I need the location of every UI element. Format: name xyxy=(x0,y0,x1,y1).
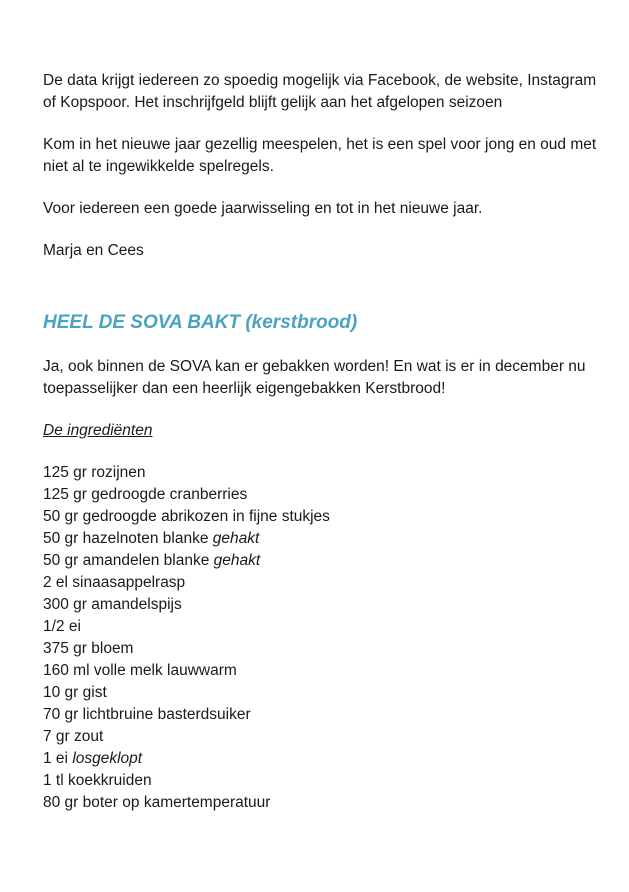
list-item: 125 gr rozijnen xyxy=(43,464,146,481)
ingredients-subheading: De ingrediënten xyxy=(43,422,153,439)
list-item: 50 gr amandelen blanke gehakt xyxy=(43,552,261,569)
list-item: 50 gr gedroogde abrikozen in fijne stukjes xyxy=(43,508,330,525)
list-item: 80 gr boter op kamertemperatuur xyxy=(43,794,271,811)
section-intro: Ja, ook binnen de SOVA kan er gebakken worden! En wat is er in december nu toepasselijker dan een heerlijk eigengebakken Kerstbrood! xyxy=(43,358,586,397)
signature: Marja en Cees xyxy=(43,242,144,259)
list-item: 7 gr zout xyxy=(43,728,104,745)
list-item: 1 ei losgeklopt xyxy=(43,750,143,767)
list-item: 125 gr gedroogde cranberries xyxy=(43,486,248,503)
paragraph-data-info: De data krijgt iedereen zo spoedig mogelijk via Facebook, de website, Instagram of Kopspoor. Het inschrijfgeld blijft gelijk aan het afgelopen seizoen xyxy=(43,72,597,111)
list-item: 300 gr amandelspijs xyxy=(43,596,182,613)
paragraph-new-year-wishes: Voor iedereen een goede jaarwisseling en tot in het nieuwe jaar. xyxy=(43,200,483,217)
section-heading: HEEL DE SOVA BAKT (kerstbrood) xyxy=(43,312,358,333)
document-page xyxy=(43,70,603,814)
list-item: 70 gr lichtbruine basterdsuiker xyxy=(43,706,251,723)
list-item: 2 el sinaasappelrasp xyxy=(43,574,186,591)
list-item: 10 gr gist xyxy=(43,684,107,701)
list-item: 1/2 ei xyxy=(43,618,81,635)
list-item: 1 tl koekkruiden xyxy=(43,772,152,789)
ingredients-list xyxy=(43,462,603,814)
paragraph-invitation: Kom in het nieuwe jaar gezellig meespelen, het is een spel voor jong en oud met niet al te ingewikkelde spelregels. xyxy=(43,136,597,175)
list-item: 160 ml volle melk lauwwarm xyxy=(43,662,237,679)
list-item: 375 gr bloem xyxy=(43,640,134,657)
list-item: 50 gr hazelnoten blanke gehakt xyxy=(43,530,260,547)
